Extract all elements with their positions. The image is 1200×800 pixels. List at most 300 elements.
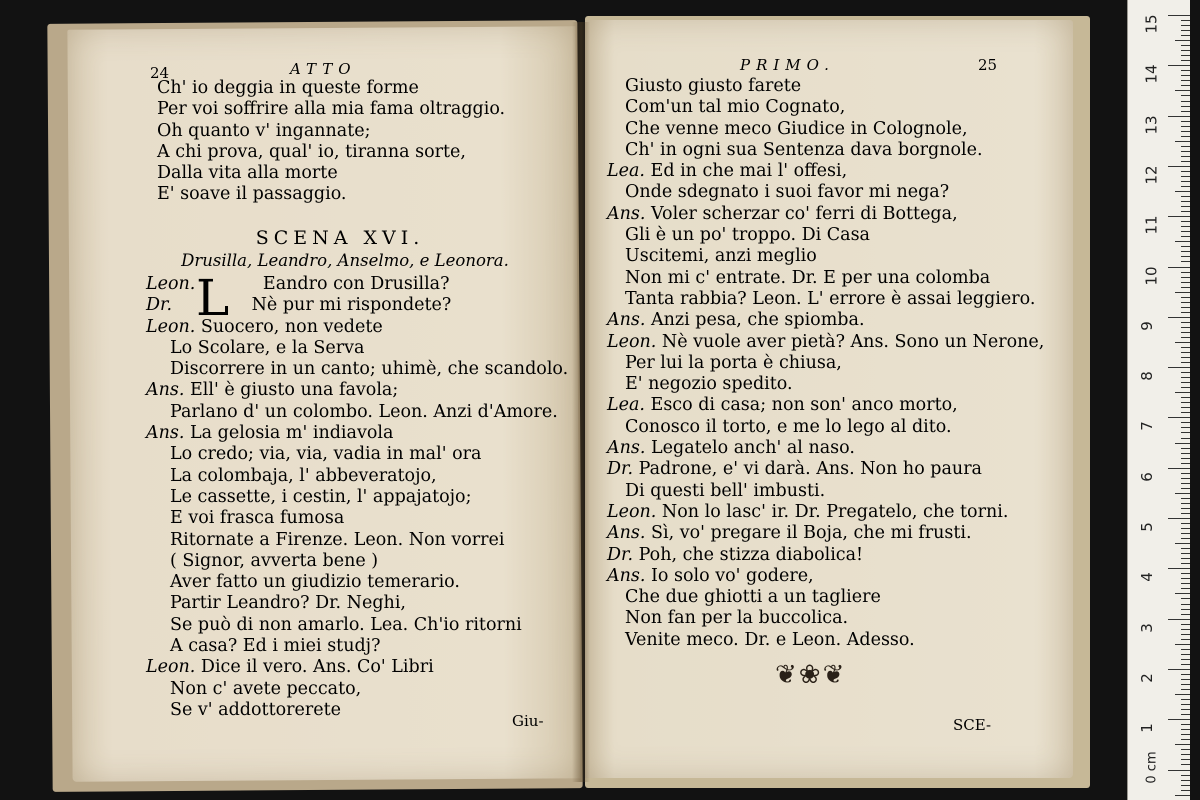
dialogue-text: La gelosia m' indiavola: [190, 423, 394, 444]
drop-cap: L: [196, 269, 230, 327]
dialogue-line: [607, 332, 1044, 353]
ruler-tick: [1181, 30, 1190, 31]
ruler-tick: [1181, 60, 1190, 61]
ruler-tick: [1181, 131, 1190, 132]
dialogue-line: [146, 615, 568, 636]
dialogue-text: Voler scherzar co' ferri di Bottega,: [651, 203, 958, 224]
ruler-tick: [1181, 297, 1190, 298]
ruler-tick: [1181, 598, 1190, 599]
dialogue-text: Legatelo anch' al naso.: [651, 438, 855, 459]
dialogue-line: [607, 608, 1044, 629]
dialogue-text: Esco di casa; non son' anco morto,: [650, 395, 958, 416]
ruler-tick: [1181, 759, 1190, 760]
ruler-tick: [1181, 377, 1190, 378]
ruler-tick: [1181, 382, 1190, 383]
ruler-tick: [1175, 644, 1190, 645]
ruler-tick: [1181, 629, 1190, 630]
ruler-tick: [1175, 141, 1190, 142]
ruler-tick: [1181, 448, 1190, 449]
ruler-tick: [1181, 156, 1190, 157]
ruler-tick: [1181, 483, 1190, 484]
dialogue-line: [146, 402, 568, 423]
left-running-head: ATTO: [290, 60, 357, 78]
dialogue-text: A casa? Ed i miei studj?: [170, 636, 381, 657]
ruler-tick: [1181, 50, 1190, 51]
ruler-tick: [1181, 664, 1190, 665]
ruler-tick: [1181, 261, 1190, 262]
dialogue-line: [607, 395, 1044, 416]
dialogue-text: E' negozio spedito.: [625, 374, 793, 395]
ruler-tick: [1181, 679, 1190, 680]
ruler-tick: [1181, 714, 1190, 715]
ruler-tick: [1181, 402, 1190, 403]
ruler-tick: [1181, 322, 1190, 323]
ruler-tick: [1181, 136, 1190, 137]
dialogue-text: Aver fatto un giudizio temerario.: [170, 572, 460, 593]
ruler-tick: [1168, 267, 1190, 268]
dialogue-text: Se v' addottorerete: [170, 699, 341, 720]
ruler-tick: [1181, 277, 1190, 278]
ruler-tick: [1181, 604, 1190, 605]
dialogue-line: [607, 353, 1044, 374]
ruler-tick: [1168, 468, 1190, 469]
dialogue-text: Gli è un po' troppo. Di Casa: [625, 225, 870, 246]
ruler-tick: [1181, 80, 1190, 81]
dialogue-text: Giusto giusto farete: [625, 76, 802, 96]
ruler-tick: [1181, 503, 1190, 504]
ruler-number: 3: [1137, 622, 1156, 633]
dialogue-line: [607, 502, 1044, 523]
speaker-label: Leon.: [146, 657, 201, 678]
dialogue-line: [146, 423, 568, 444]
ruler-tick: [1181, 256, 1190, 257]
dialogue-text: Lo Scolare, e la Serva: [170, 337, 365, 358]
right-dialogue: [607, 76, 1044, 651]
speaker-label: Dr.: [607, 459, 639, 480]
ruler-tick: [1181, 206, 1190, 207]
ruler-tick: [1181, 347, 1190, 348]
dialogue-line: [607, 459, 1044, 480]
ruler-tick: [1181, 422, 1190, 423]
ruler-tick: [1181, 327, 1190, 328]
ruler-tick: [1168, 317, 1190, 318]
dialogue-text: ( Signor, avverta bene ): [170, 550, 379, 571]
ruler-tick: [1181, 282, 1190, 283]
ruler-tick: [1181, 478, 1190, 479]
ruler-tick: [1181, 412, 1190, 413]
speaker-label: Ans.: [607, 310, 652, 331]
dialogue-text: Per lui la porta è chiusa,: [625, 352, 842, 373]
speaker-label: Leon.: [146, 274, 201, 294]
dialogue-line: [146, 593, 568, 614]
dialogue-line: [607, 225, 1044, 246]
ruler-tick: [1181, 407, 1190, 408]
dialogue-line: [607, 374, 1044, 395]
dialogue-line: [607, 204, 1044, 225]
ruler-tick: [1168, 15, 1190, 16]
verse-line: Dalla vita alla morte: [157, 163, 338, 184]
ruler-tick: [1181, 764, 1190, 765]
ruler-tick: [1181, 126, 1190, 127]
ruler-tick: [1175, 493, 1190, 494]
measuring-ruler: [1127, 0, 1190, 800]
ruler-tick: [1181, 704, 1190, 705]
dialogue-text: Partir Leandro? Dr. Neghi,: [170, 593, 406, 614]
ruler-tick: [1181, 609, 1190, 610]
verse-line: A chi prova, qual' io, tiranna sorte,: [157, 141, 466, 162]
ruler-tick: [1181, 352, 1190, 353]
ruler-tick: [1181, 20, 1190, 21]
ruler-number: 15: [1142, 14, 1161, 34]
ruler-tick: [1181, 196, 1190, 197]
dialogue-text: Anzi pesa, che spiomba.: [651, 310, 865, 331]
ruler-tick: [1181, 45, 1190, 46]
ruler-tick: [1181, 226, 1190, 227]
ruler-tick: [1181, 121, 1190, 122]
ruler-tick: [1175, 443, 1190, 444]
ruler-tick: [1181, 95, 1190, 96]
ruler-tick: [1168, 216, 1190, 217]
ruler-tick: [1175, 191, 1190, 192]
speaker-label: Ans.: [607, 203, 652, 224]
ruler-tick: [1181, 101, 1190, 102]
left-page-number: 24: [150, 64, 170, 82]
scene-title: SCENA XVI.: [255, 227, 425, 249]
ruler-tick: [1181, 307, 1190, 308]
ruler-tick: [1175, 392, 1190, 393]
dialogue-text: Ell' è giusto una favola;: [190, 380, 399, 401]
ruler-number: 1: [1137, 723, 1156, 733]
speaker-label: Dr.: [146, 295, 178, 316]
ruler-tick: [1181, 312, 1190, 313]
ruler-tick: [1181, 231, 1190, 232]
ruler-tick: [1181, 458, 1190, 459]
ruler-number: 5: [1137, 522, 1156, 532]
ruler-tick: [1168, 619, 1190, 620]
ruler-tick: [1181, 171, 1190, 172]
dialogue-line: [607, 182, 1044, 203]
ruler-tick: [1181, 523, 1190, 524]
ruler-number: 4: [1137, 572, 1156, 583]
ruler-tick: [1181, 775, 1190, 776]
dialogue-text: Nè vuole aver pietà? Ans. Sono un Nerone,: [661, 331, 1045, 352]
ruler-tick: [1181, 146, 1190, 147]
ruler-tick: [1181, 427, 1190, 428]
ruler-tick: [1168, 518, 1190, 519]
dialogue-text: Di questi bell' imbusti.: [625, 480, 826, 501]
dialogue-text: Ritornate a Firenze. Leon. Non vorrei: [170, 529, 505, 550]
ruler-tick: [1168, 166, 1190, 167]
dialogue-text: Ch' in ogni sua Sentenza dava borgnole.: [625, 139, 983, 160]
ruler-tick: [1181, 70, 1190, 71]
ruler-tick: [1181, 639, 1190, 640]
ruler-number: 7: [1137, 421, 1156, 432]
ruler-tick: [1181, 488, 1190, 489]
verse-line: Oh quanto v' ingannate;: [157, 120, 371, 141]
ruler-tick: [1181, 201, 1190, 202]
ruler-tick: [1181, 734, 1190, 735]
ruler-tick: [1181, 332, 1190, 333]
right-page-number: 25: [978, 56, 998, 74]
dialogue-text: Onde sdegnato i suoi favor mi nega?: [625, 182, 950, 203]
speaker-label: Leon.: [607, 501, 662, 522]
dialogue-text: Venite meco. Dr. e Leon. Adesso.: [625, 629, 915, 650]
ruler-tick: [1181, 614, 1190, 615]
ruler-tick: [1181, 533, 1190, 534]
dialogue-text: Se può di non amarlo. Lea. Ch'io ritorni: [170, 614, 522, 635]
dialogue-text: Nè pur mi rispondete?: [251, 295, 452, 316]
ruler-tick: [1181, 649, 1190, 650]
ruler-tick: [1181, 508, 1190, 509]
dialogue-line: [146, 338, 568, 359]
ruler-tick: [1181, 337, 1190, 338]
ruler-tick: [1181, 362, 1190, 363]
ruler-tick: [1168, 65, 1190, 66]
ruler-tick: [1181, 75, 1190, 76]
dialogue-line: [607, 76, 1044, 97]
speaker-label: Ans.: [607, 438, 652, 459]
ruler-tick: [1181, 588, 1190, 589]
left-dialogue: [146, 269, 569, 721]
dialogue-line: [607, 566, 1044, 587]
ruler-tick: [1181, 634, 1190, 635]
ruler-number: 12: [1142, 165, 1161, 185]
ruler-tick: [1181, 106, 1190, 107]
ruler-tick: [1181, 246, 1190, 247]
dialogue-line: [607, 268, 1044, 289]
dialogue-line: [607, 523, 1044, 544]
ruler-tick: [1181, 573, 1190, 574]
ruler-tick: [1168, 669, 1190, 670]
ruler-tick: [1181, 372, 1190, 373]
dialogue-text: Com'un tal mio Cognato,: [625, 97, 846, 118]
ruler-tick: [1181, 357, 1190, 358]
dialogue-text: Eandro con Drusilla?: [262, 274, 450, 294]
ruler-tick: [1175, 694, 1190, 695]
ruler-tick: [1175, 795, 1190, 796]
ruler-tick: [1181, 749, 1190, 750]
ruler-tick: [1181, 674, 1190, 675]
dialogue-text: Parlano d' un colombo. Leon. Anzi d'Amore.: [170, 401, 558, 422]
ruler-tick: [1181, 111, 1190, 112]
speaker-label: Ans.: [146, 380, 191, 401]
dialogue-line: [146, 295, 568, 316]
dialogue-text: Poh, che stizza diabolica!: [638, 544, 864, 565]
dialogue-text: Io solo vo' godere,: [651, 565, 814, 586]
ruler-tick: [1181, 397, 1190, 398]
ruler-tick: [1181, 498, 1190, 499]
ruler-tick: [1181, 538, 1190, 539]
ruler-tick: [1181, 790, 1190, 791]
dialogue-line: [146, 530, 568, 551]
dialogue-line: [146, 572, 568, 593]
speaker-label: Ans.: [146, 423, 191, 444]
ruler-tick: [1181, 724, 1190, 725]
dialogue-text: Che venne meco Giudice in Colognole,: [625, 118, 968, 139]
dialogue-text: Lo credo; via, via, vadia in mal' ora: [170, 444, 482, 465]
ruler-tick: [1181, 513, 1190, 514]
dialogue-line: [146, 444, 568, 465]
ruler-tick: [1181, 659, 1190, 660]
ruler-tick: [1181, 55, 1190, 56]
ruler-tick: [1181, 699, 1190, 700]
dialogue-line: [607, 97, 1044, 118]
ruler-tick: [1175, 241, 1190, 242]
dialogue-line: [146, 466, 568, 487]
dialogue-text: Conosco il torto, e me lo lego al dito.: [625, 416, 952, 437]
book-gutter: [572, 22, 590, 782]
ruler-tick: [1181, 432, 1190, 433]
dialogue-line: [146, 551, 568, 572]
ruler-tick: [1181, 186, 1190, 187]
dialogue-text: Sì, vo' pregare il Boja, che mi frusti.: [651, 523, 972, 544]
ruler-tick: [1181, 236, 1190, 237]
ruler-tick: [1181, 463, 1190, 464]
ruler-tick: [1175, 342, 1190, 343]
ruler-number: 9: [1137, 321, 1156, 331]
ruler-number: 13: [1142, 115, 1161, 135]
ruler-tick: [1181, 785, 1190, 786]
ruler-tick: [1181, 85, 1190, 86]
ruler-tick: [1181, 528, 1190, 529]
right-running-head: PRIMO.: [740, 56, 835, 74]
ruler-number: 8: [1137, 371, 1156, 381]
dialogue-line: [146, 380, 568, 401]
ruler-tick: [1181, 251, 1190, 252]
ruler-tick: [1181, 473, 1190, 474]
ruler-tick: [1181, 35, 1190, 36]
printer-ornament: ❦❀❦: [775, 660, 847, 690]
dialogue-text: Le cassette, i cestin, l' appajatojo;: [170, 486, 472, 507]
ruler-tick: [1181, 302, 1190, 303]
dialogue-text: Dice il vero. Ans. Co' Libri: [200, 657, 434, 678]
dialogue-line: [607, 587, 1044, 608]
ruler-unit: 0 cm: [1144, 751, 1160, 784]
ruler-tick: [1181, 578, 1190, 579]
ruler-tick: [1181, 151, 1190, 152]
ruler-tick: [1181, 553, 1190, 554]
dialogue-line: [607, 310, 1044, 331]
dialogue-line: [607, 140, 1044, 161]
ruler-tick: [1168, 770, 1190, 771]
dialogue-text: Uscitemi, anzi meglio: [625, 246, 817, 267]
ruler-tick: [1175, 292, 1190, 293]
ruler-tick: [1175, 744, 1190, 745]
dialogue-line: [607, 289, 1044, 310]
speaker-label: Dr.: [607, 544, 639, 565]
dialogue-line: [146, 657, 568, 678]
dialogue-text: La colombaja, l' abbeveratojo,: [170, 465, 437, 486]
ruler-tick: [1181, 438, 1190, 439]
dialogue-text: E voi frasca fumosa: [170, 508, 345, 529]
dialogue-text: Non lo lasc' ir. Dr. Pregatelo, che torni.: [661, 501, 1009, 522]
ruler-number: 2: [1137, 673, 1156, 683]
ruler-tick: [1181, 211, 1190, 212]
dialogue-line: [146, 508, 568, 529]
dialogue-text: Che due ghiotti a un tagliere: [625, 587, 881, 608]
speaker-label: Leon.: [607, 331, 662, 352]
dialogue-line: [146, 359, 568, 380]
ruler-tick: [1181, 654, 1190, 655]
ruler-number: 6: [1137, 471, 1156, 482]
ruler-tick: [1181, 684, 1190, 685]
speaker-label: Ans.: [607, 565, 652, 586]
dialogue-text: Ed in che mai l' offesi,: [650, 161, 848, 182]
right-catchword: SCE-: [953, 716, 992, 734]
dialogue-text: Non mi c' entrate. Dr. E per una colomba: [625, 267, 991, 288]
ruler-tick: [1168, 719, 1190, 720]
ruler-tick: [1181, 287, 1190, 288]
dialogue-text: Non fan per la buccolica.: [625, 608, 849, 629]
ruler-tick: [1175, 543, 1190, 544]
left-catchword: Giu-: [512, 712, 544, 730]
verse-line: E' soave il passaggio.: [157, 184, 347, 205]
ruler-tick: [1181, 739, 1190, 740]
speaker-label: Ans.: [607, 523, 652, 544]
ruler-tick: [1181, 709, 1190, 710]
dialogue-line: [146, 700, 568, 721]
scene-characters: Drusilla, Leandro, Anselmo, e Leonora.: [181, 251, 509, 270]
ruler-tick: [1168, 116, 1190, 117]
ruler-tick: [1181, 387, 1190, 388]
dialogue-line: [146, 317, 568, 338]
ruler-tick: [1181, 563, 1190, 564]
verse-line: Per voi soffrire alla mia fama oltraggio.: [157, 99, 506, 120]
dialogue-line: [607, 545, 1044, 566]
dialogue-text: Suocero, non vedete: [200, 316, 383, 337]
ruler-number: 10: [1142, 265, 1161, 286]
ruler-tick: [1181, 754, 1190, 755]
dialogue-line: [607, 161, 1044, 182]
ruler-tick: [1175, 593, 1190, 594]
dialogue-line: [607, 246, 1044, 267]
ruler-tick: [1181, 25, 1190, 26]
ruler-tick: [1175, 40, 1190, 41]
ruler-tick: [1181, 780, 1190, 781]
ruler-number: 14: [1142, 64, 1161, 84]
ruler-tick: [1181, 181, 1190, 182]
dialogue-line: [607, 481, 1044, 502]
speaker-label: Lea.: [607, 161, 651, 182]
dialogue-text: Non c' avete peccato,: [170, 678, 362, 699]
ruler-tick: [1181, 548, 1190, 549]
ruler-tick: [1181, 221, 1190, 222]
ruler-tick: [1181, 558, 1190, 559]
dialogue-line: [607, 630, 1044, 651]
ruler-number: 11: [1142, 215, 1161, 235]
ruler-tick: [1181, 161, 1190, 162]
ruler-tick: [1181, 624, 1190, 625]
ruler-tick: [1181, 176, 1190, 177]
ruler-tick: [1168, 367, 1190, 368]
ruler-tick: [1181, 729, 1190, 730]
left-verse-block: [157, 78, 505, 206]
dialogue-line: [146, 487, 568, 508]
ruler-tick: [1181, 272, 1190, 273]
dialogue-line: [607, 438, 1044, 459]
ruler-tick: [1181, 583, 1190, 584]
speaker-label: Lea.: [607, 395, 651, 416]
dialogue-line: [146, 274, 568, 295]
dialogue-text: Discorrere in un canto; uhimè, che scandolo.: [170, 359, 569, 380]
ruler-tick: [1168, 568, 1190, 569]
dialogue-line: [146, 679, 568, 700]
verse-line: Ch' io deggia in queste forme: [157, 78, 419, 98]
dialogue-line: [607, 417, 1044, 438]
dialogue-text: Tanta rabbia? Leon. L' errore è assai leggiero.: [625, 288, 1036, 309]
ruler-tick: [1168, 417, 1190, 418]
dialogue-text: Padrone, e' vi darà. Ans. Non ho paura: [638, 459, 982, 480]
